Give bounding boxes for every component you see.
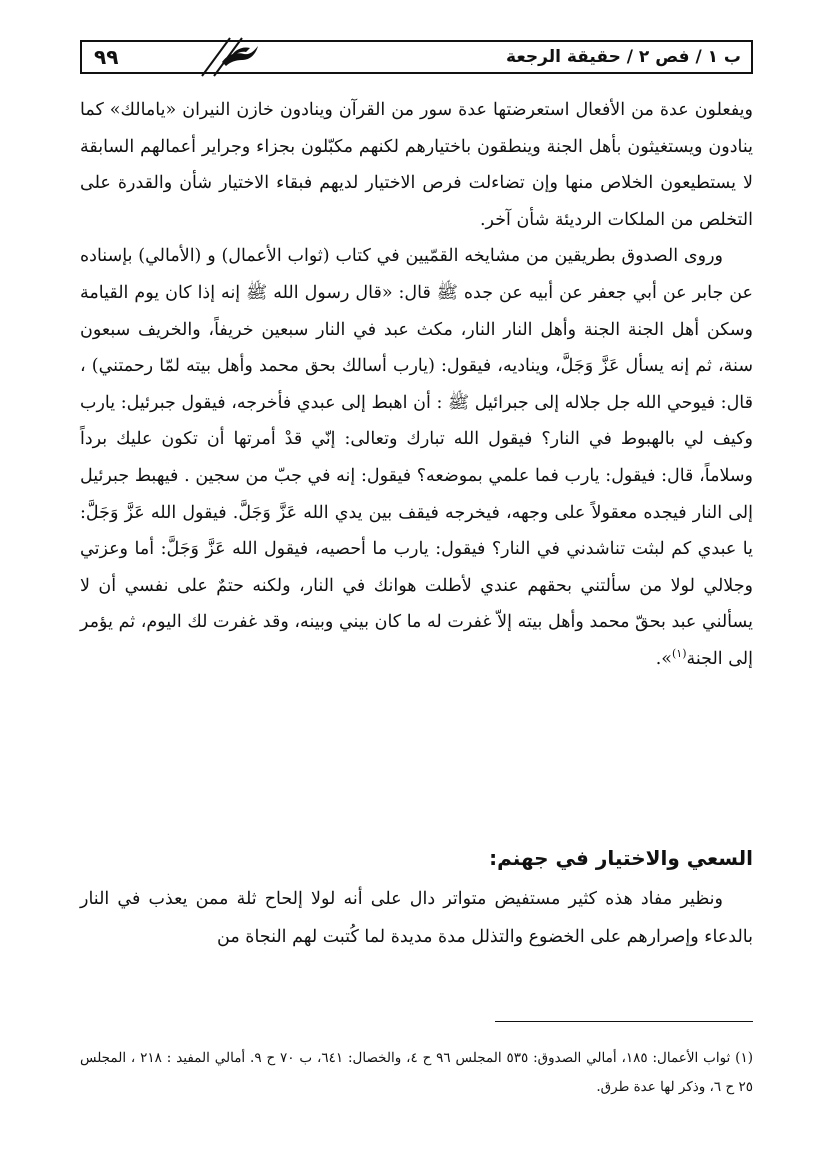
paragraph-1: ويفعلون عدة من الأفعال استعرضتها عدة سور من القرآن وينادون خازن النيران «يامالك» كما ينادون ويستغيثون بأهل الجنة وينطقون باختيارهم لكنهم مكبّلون بجزاء وجراير أعمالهم السابقة لا يستطيعون الخلاص منها وإن تضاءلت فرص الاختيار لديهم فبقاء الاختيار شأن والقدرة على التخلص من الملكات الرديئة شأن آخر.	[80, 100, 753, 230]
running-title: ب ١ / فص ٢ / حقيقة الرجعة	[506, 47, 741, 67]
paragraph-2-end: ».	[655, 648, 672, 669]
section-text	[80, 880, 753, 956]
footnote-marker: (١)	[671, 647, 687, 661]
section-heading: السعي والاختيار في جهنم:	[489, 846, 753, 870]
footnote-1: (١) ثواب الأعمال: ١٨٥، أمالي الصدوق: ٥٣٥ المجلس ٩٦ ح ٤، والخصال: ٦٤١، ب ٧٠ ح ٩. أمالي المفيد : ٢١٨ ، المجلس ٢٥ ح ٦، وذكر لها عدة طرق.	[80, 1050, 753, 1095]
page-header	[80, 40, 753, 74]
main-text	[80, 92, 753, 678]
ornament-icon	[200, 36, 270, 78]
footnotes	[80, 1044, 753, 1102]
paragraph-2	[80, 238, 753, 677]
section-paragraph: ونظير مفاد هذه كثير مستفيض متواتر دال على أنه لولا إلحاح ثلة ممن يعذب في النار بالدعاء وإصرارهم على الخضوع والتذلل مدة مديدة لما كُتبت لهم النجاة من	[80, 889, 753, 947]
paragraph-2-text: وروى الصدوق بطريقين من مشايخه القمّيين في كتاب (ثواب الأعمال) و (الأمالي) بإسناده عن جابر عن أبي جعفر عن أبيه عن جده ﷺ قال: «قال رسول الله ﷺ إنه إذا كان يوم القيامة وسكن أهل الجنة الجنة وأهل النار النار، مكث عبد في النار سبعين خريفاً، والخريف سبعون سنة، ثم إنه يسأل عَزَّ وَجَلَّ، ويناديه، فيقول: (يارب أسالك بحق محمد وأهل بيته لمّا رحمتني) ، قال: فيوحي الله جل جلاله إلى جبرائيل ﷺ : أن اهبط إلى عبدي فأخرجه، فيقول جبرئيل: يارب وكيف لي بالهبوط في النار؟ فيقول الله تبارك وتعالى: إنّي قدْ أمرتها أن تكون عليك برداً وسلاماً، قال: فيقول: يارب فما علمي بموضعه؟ فيقول: إنه في جبّ من سجين . فيهبط جبرئيل إلى النار فيجده معقولاً على وجهه، فيخرجه فيقف بين يدي الله عَزَّ وَجَلَّ. فيقول الله عَزَّ وَجَلَّ: يا عبدي كم لبثت تناشدني في النار؟ فيقول: يارب ما أحصيه، فيقول الله عَزَّ وَجَلَّ: أما وعزتي وجلالي لولا من سألتني بحقهم عندي لأطلت هوانك في النار، ولكنه حتمٌ على نفسي أن لا يسألني عبد بحقّ محمد وأهل بيته إلاّ غفرت له ما كان بيني وبينه، وقد غفرت لك اليوم، ثم يؤمر إلى الجنة	[80, 246, 753, 669]
footnote-separator	[495, 1021, 753, 1022]
page-number: ٩٩	[94, 45, 119, 69]
